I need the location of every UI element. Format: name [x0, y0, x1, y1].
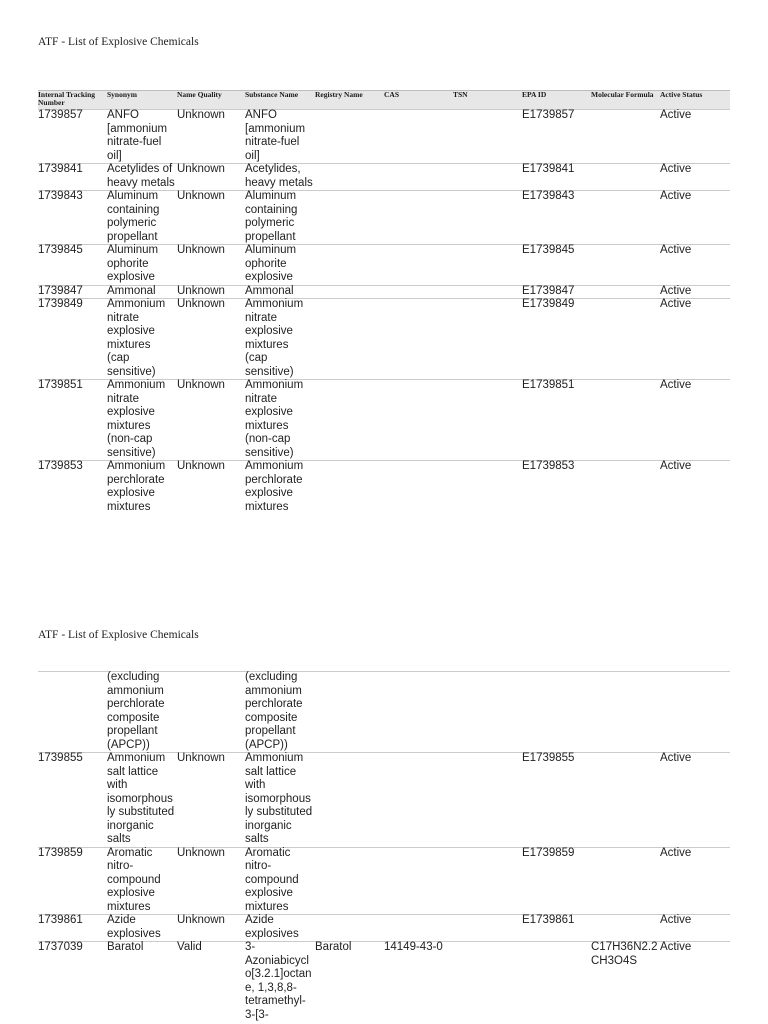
cell-molecular-formula: [591, 109, 660, 163]
cell-active-status: Active: [660, 109, 692, 121]
cell-registry-name: [315, 163, 384, 190]
table-row: [38, 847, 730, 915]
cell-molecular-formula: [591, 671, 660, 752]
cell-tsn: [453, 671, 522, 752]
cell-substance-name: Ammonal: [245, 284, 294, 297]
cell-epa-id: E1739843: [522, 190, 575, 202]
table-row: [38, 244, 730, 285]
cell-active-status: [660, 671, 730, 752]
cell-substance-name: Ammonium perchlorate explosive mixtures: [245, 460, 304, 513]
cell-name-quality: Unknown: [177, 914, 225, 926]
header-epa-id: EPA ID: [522, 90, 547, 99]
table-row: [38, 163, 730, 190]
table-row: [38, 298, 730, 379]
cell-active-status: Active: [660, 379, 692, 391]
cell-registry-name: [315, 190, 384, 244]
cell-epa-id: E1739853: [522, 460, 575, 472]
cell-registry-name: [315, 460, 384, 514]
cell-tsn: [453, 298, 522, 379]
cell-name-quality: Unknown: [177, 109, 225, 121]
cell-epa-id: E1739841: [522, 163, 575, 175]
cell-epa-id: E1739861: [522, 914, 575, 926]
table-header: [38, 90, 730, 109]
cell-synonym: Aromatic nitro- compound explosive mixtures: [107, 846, 161, 913]
cell-cas: [384, 298, 453, 379]
cell-registry-name: Baratol: [315, 941, 352, 953]
chemicals-table-continued: [38, 671, 730, 1022]
cell-synonym: Ammonium nitrate explosive mixtures (non-cap sensitive): [107, 379, 166, 459]
cell-molecular-formula: [591, 847, 660, 915]
cell-active-status: Active: [660, 752, 692, 764]
cell-molecular-formula: [591, 379, 660, 460]
cell-cas: 14149-43-0: [384, 941, 443, 953]
cell-substance-name: (excluding ammonium perchlorate composite propellant (APCP)): [245, 671, 303, 751]
cell-synonym: Baratol: [107, 941, 144, 953]
cell-molecular-formula: [591, 244, 660, 285]
header-synonym: Synonym: [107, 90, 138, 99]
cell-registry-name: [315, 914, 384, 941]
chemicals-table: [38, 90, 730, 514]
cell-active-status: Active: [660, 298, 692, 310]
cell-synonym: ANFO [ammonium nitrate-fuel oil]: [107, 109, 168, 162]
cell-name-quality: Unknown: [177, 190, 225, 202]
cell-epa-id: E1739859: [522, 846, 575, 859]
cell-molecular-formula: [591, 285, 660, 299]
cell-tracking-number: 1737039: [38, 941, 83, 953]
cell-active-status: Active: [660, 914, 692, 926]
cell-name-quality: Unknown: [177, 163, 225, 175]
cell-tracking-number: 1739843: [38, 190, 83, 202]
cell-tracking-number: 1739847: [38, 284, 83, 297]
cell-name-quality: [177, 671, 245, 752]
cell-cas: [384, 379, 453, 460]
cell-name-quality: Unknown: [177, 846, 225, 859]
cell-registry-name: [315, 244, 384, 285]
cell-active-status: Active: [660, 190, 692, 202]
cell-synonym: Ammonium nitrate explosive mixtures (cap sensitive): [107, 298, 166, 378]
cell-cas: [384, 190, 453, 244]
cell-epa-id: E1739849: [522, 298, 575, 310]
cell-substance-name: Azide explosives: [245, 914, 299, 940]
table-row: [38, 671, 730, 752]
cell-name-quality: Unknown: [177, 460, 225, 472]
cell-tsn: [453, 379, 522, 460]
cell-cas: [384, 847, 453, 915]
cell-molecular-formula: [591, 190, 660, 244]
cell-epa-id: [522, 941, 591, 1022]
cell-cas: [384, 671, 453, 752]
cell-substance-name: Aromatic nitro- compound explosive mixtures: [245, 846, 299, 913]
cell-epa-id: E1739857: [522, 109, 575, 121]
cell-substance-name: Aluminum containing polymeric propellant: [245, 190, 298, 243]
cell-molecular-formula: [591, 460, 660, 514]
cell-synonym: Ammonium salt lattice with isomorphous ly substituted inorganic salts: [107, 752, 175, 845]
table-row: [38, 914, 730, 941]
cell-synonym: Ammonium perchlorate explosive mixtures: [107, 460, 166, 513]
document-title: ATF - List of Explosive Chemicals: [38, 36, 199, 48]
cell-tracking-number: [38, 671, 107, 752]
cell-tsn: [453, 244, 522, 285]
header-tracking-number: Internal Tracking Number: [38, 90, 96, 107]
header-active-status: Active Status: [660, 90, 703, 99]
cell-tsn: [453, 163, 522, 190]
cell-cas: [384, 460, 453, 514]
cell-epa-id: E1739847: [522, 284, 575, 297]
cell-synonym: Azide explosives: [107, 914, 161, 940]
cell-tsn: [453, 847, 522, 915]
cell-active-status: Active: [660, 244, 692, 256]
cell-tsn: [453, 941, 522, 1022]
cell-tsn: [453, 460, 522, 514]
cell-tsn: [453, 109, 522, 163]
cell-substance-name: Ammonium salt lattice with isomorphous ly substituted inorganic salts: [245, 752, 313, 845]
cell-cas: [384, 244, 453, 285]
table-row: [38, 285, 730, 299]
cell-molecular-formula: [591, 752, 660, 847]
table-row: [38, 190, 730, 244]
cell-tracking-number: 1739861: [38, 914, 83, 926]
cell-active-status: Active: [660, 941, 692, 953]
cell-active-status: Active: [660, 846, 692, 859]
header-molecular-formula: Molecular Formula: [591, 90, 654, 99]
table-row: [38, 379, 730, 460]
cell-tracking-number: 1739851: [38, 379, 83, 391]
cell-name-quality: Valid: [177, 941, 202, 953]
cell-cas: [384, 163, 453, 190]
cell-epa-id: E1739851: [522, 379, 575, 391]
header-cas: CAS: [384, 90, 400, 99]
cell-active-status: Active: [660, 460, 692, 472]
cell-molecular-formula: [591, 298, 660, 379]
cell-active-status: Active: [660, 284, 692, 297]
cell-registry-name: [315, 285, 384, 299]
cell-tracking-number: 1739855: [38, 752, 83, 764]
cell-substance-name: Ammonium nitrate explosive mixtures (cap sensitive): [245, 298, 304, 378]
cell-molecular-formula: C17H36N2.2 CH3O4S: [591, 941, 658, 967]
cell-molecular-formula: [591, 914, 660, 941]
header-substance-name: Substance Name: [245, 90, 299, 99]
cell-epa-id: [522, 671, 591, 752]
cell-tracking-number: 1739845: [38, 244, 83, 256]
table-row: [38, 109, 730, 163]
cell-molecular-formula: [591, 163, 660, 190]
cell-tracking-number: 1739849: [38, 298, 83, 310]
cell-tsn: [453, 752, 522, 847]
header-tsn: TSN: [453, 90, 468, 99]
table-row: [38, 460, 730, 514]
cell-synonym: Ammonal: [107, 284, 156, 297]
cell-active-status: Active: [660, 163, 692, 175]
cell-registry-name: [315, 752, 384, 847]
cell-registry-name: [315, 379, 384, 460]
cell-registry-name: [315, 671, 384, 752]
cell-registry-name: [315, 847, 384, 915]
cell-cas: [384, 752, 453, 847]
cell-synonym: Aluminum ophorite explosive: [107, 244, 159, 283]
cell-tracking-number: 1739841: [38, 163, 83, 175]
header-name-quality: Name Quality: [177, 90, 222, 99]
cell-cas: [384, 914, 453, 941]
cell-epa-id: E1739855: [522, 752, 575, 764]
cell-registry-name: [315, 298, 384, 379]
cell-substance-name: Aluminum ophorite explosive: [245, 244, 297, 283]
table-row: [38, 941, 730, 1022]
cell-synonym: (excluding ammonium perchlorate composite propellant (APCP)): [107, 671, 165, 751]
cell-tracking-number: 1739859: [38, 846, 83, 859]
cell-name-quality: Unknown: [177, 298, 225, 310]
cell-name-quality: Unknown: [177, 752, 225, 764]
cell-name-quality: Unknown: [177, 379, 225, 391]
cell-substance-name: 3- Azoniabicycl o[3.2.1]octan e, 1,3,8,8- tetramethyl- 3-[3-: [245, 941, 312, 1021]
cell-tsn: [453, 914, 522, 941]
cell-substance-name: Ammonium nitrate explosive mixtures (non-cap sensitive): [245, 379, 304, 459]
table-row: [38, 752, 730, 847]
cell-synonym: Aluminum containing polymeric propellant: [107, 190, 160, 243]
cell-name-quality: Unknown: [177, 244, 225, 256]
cell-name-quality: Unknown: [177, 284, 225, 297]
cell-cas: [384, 109, 453, 163]
cell-substance-name: Acetylides, heavy metals: [245, 163, 313, 189]
header-registry-name: Registry Name: [315, 90, 363, 99]
document-title: ATF - List of Explosive Chemicals: [38, 629, 199, 641]
cell-tsn: [453, 285, 522, 299]
cell-registry-name: [315, 109, 384, 163]
cell-epa-id: E1739845: [522, 244, 575, 256]
cell-cas: [384, 285, 453, 299]
cell-tracking-number: 1739853: [38, 460, 83, 472]
cell-synonym: Acetylides of heavy metals: [107, 163, 175, 189]
cell-tsn: [453, 190, 522, 244]
cell-substance-name: ANFO [ammonium nitrate-fuel oil]: [245, 109, 306, 162]
cell-tracking-number: 1739857: [38, 109, 83, 121]
